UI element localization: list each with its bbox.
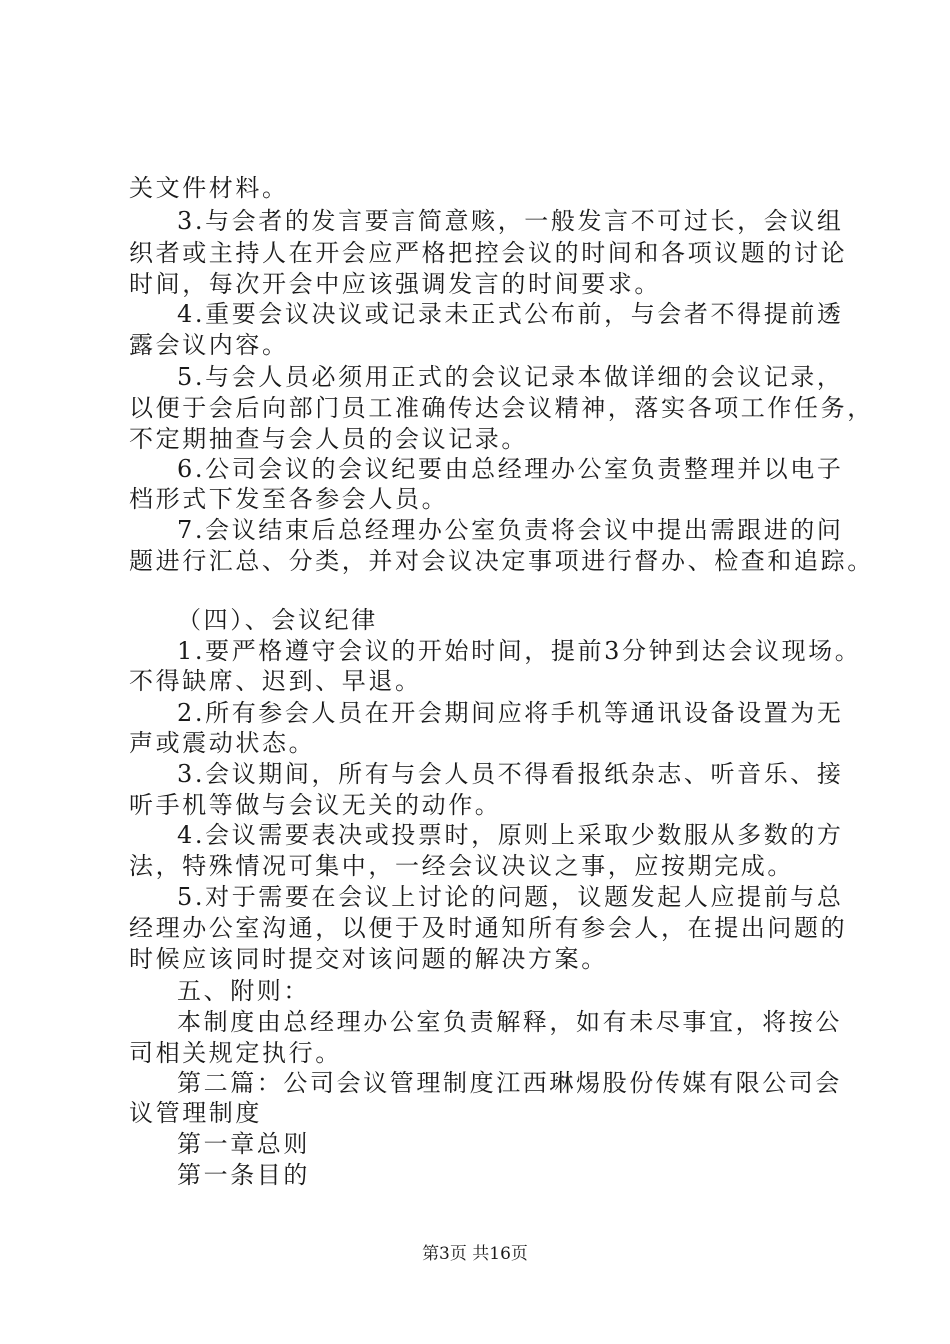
section-heading: 五、附则：: [177, 977, 310, 1005]
text-line: 3.与会者的发言要言简意赅，一般发言不可过长，会议组: [177, 207, 844, 235]
text-line: 档形式下发至各参会人员。: [129, 485, 449, 513]
text-line: 关文件材料。: [129, 174, 289, 202]
text-line: 5.对于需要在会议上讨论的问题，议题发起人应提前与总: [177, 883, 844, 911]
text-line: 第二篇：公司会议管理制度江西琳焬股份传媒有限公司会: [177, 1069, 842, 1097]
chapter-heading: 第一章总则: [177, 1130, 310, 1158]
text-line: 时间，每次开会中应该强调发言的时间要求。: [129, 270, 661, 298]
text-line: 2.所有参会人员在开会期间应将手机等通讯设备设置为无: [177, 699, 844, 727]
text-line: 本制度由总经理办公室负责解释，如有未尽事宜，将按公: [177, 1008, 842, 1036]
text-line: 听手机等做与会议无关的动作。: [129, 791, 502, 819]
text-line: 织者或主持人在开会应严格把控会议的时间和各项议题的讨论: [129, 239, 848, 267]
text-line: 3.会议期间，所有与会人员不得看报纸杂志、听音乐、接: [177, 760, 844, 788]
text-line: 司相关规定执行。: [129, 1039, 342, 1067]
text-line: 法，特殊情况可集中，一经会议决议之事，应按期完成。: [129, 852, 794, 880]
page-number-footer: 第3页 共16页: [422, 1244, 528, 1264]
section-heading: （四）、会议纪律: [177, 606, 378, 634]
text-line: 题进行汇总、分类，并对会议决定事项进行督办、检查和追踪。: [129, 547, 874, 575]
text-line: 声或震动状态。: [129, 729, 316, 757]
text-line: 不得缺席、迟到、早退。: [129, 667, 422, 695]
text-line: 露会议内容。: [129, 331, 289, 359]
text-line: 经理办公室沟通，以便于及时通知所有参会人，在提出问题的: [129, 914, 848, 942]
text-line: 5.与会人员必须用正式的会议记录本做详细的会议记录，: [177, 363, 844, 391]
article-heading: 第一条目的: [177, 1161, 310, 1189]
text-line: 7.会议结束后总经理办公室负责将会议中提出需跟进的问: [177, 516, 844, 544]
text-line: 以便于会后向部门员工准确传达会议精神，落实各项工作任务，: [129, 394, 874, 422]
text-line: 4.会议需要表决或投票时，原则上采取少数服从多数的方: [177, 821, 844, 849]
text-line: 议管理制度: [129, 1099, 262, 1127]
text-line: 6.公司会议的会议纪要由总经理办公室负责整理并以电子: [177, 455, 844, 483]
text-line: 1.要严格遵守会议的开始时间，提前3分钟到达会议现场。: [177, 637, 862, 665]
text-line: 4.重要会议决议或记录未正式公布前，与会者不得提前透: [177, 300, 844, 328]
text-line: 不定期抽查与会人员的会议记录。: [129, 425, 528, 453]
text-line: 时候应该同时提交对该问题的解决方案。: [129, 945, 608, 973]
